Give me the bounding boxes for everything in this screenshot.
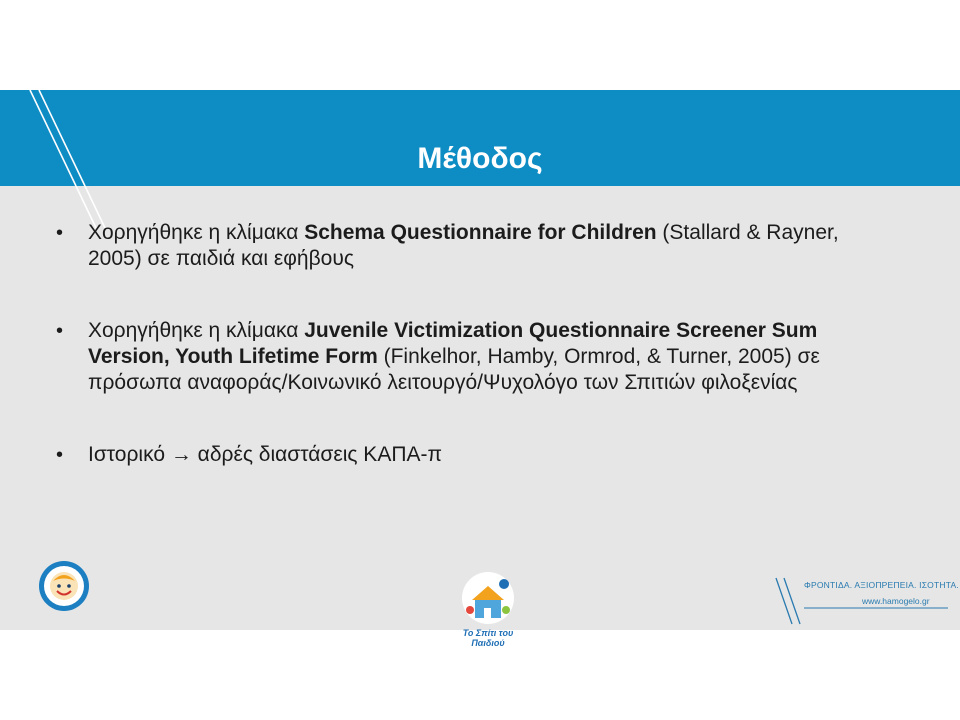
scale-name: Schema Questionnaire for Children: [304, 221, 657, 244]
scale-name: Juvenile Victimization Questionnaire Screener Sum Version, Youth Lifetime Form: [88, 319, 818, 368]
bullet-list: [62, 220, 892, 468]
center-logo-caption: Το Σπίτι του Παιδιού: [462, 628, 514, 648]
slide: [0, 90, 960, 648]
bullet-text: (Stallard & Rayner, 2005) σε παιδιά και εφήβους: [88, 221, 839, 270]
bullet-text: Χορηγήθηκε η κλίμακα: [88, 319, 305, 342]
arrow-icon: →: [170, 443, 192, 466]
footer-website[interactable]: www.hamogelo.gr: [862, 596, 930, 606]
bullet-item-2: [62, 318, 892, 396]
bullet-text: Ιστορικό: [88, 443, 171, 466]
smile-of-the-child-logo-icon: [38, 560, 90, 612]
footer-slogan: ΦΡΟΝΤΙΔΑ. ΑΞΙΟΠΡΕΠΕΙΑ. ΙΣΟΤΗΤΑ.: [804, 580, 959, 590]
slide-title: Μέθοδος: [417, 142, 543, 175]
bullet-item-3: [62, 442, 892, 468]
bullet-text: Χορηγήθηκε η κλίμακα: [88, 221, 305, 244]
bullet-item-1: [62, 220, 892, 272]
bullet-text: αδρές διαστάσεις ΚΑΠΑ-π: [191, 443, 442, 466]
bullet-text: (Finkelhor, Hamby, Ormrod, & Turner, 2005) σε πρόσωπα αναφοράς/Κοινωνικό λειτουργό/Ψυχολόγο των Σπιτιών φιλοξενίας: [88, 345, 820, 394]
